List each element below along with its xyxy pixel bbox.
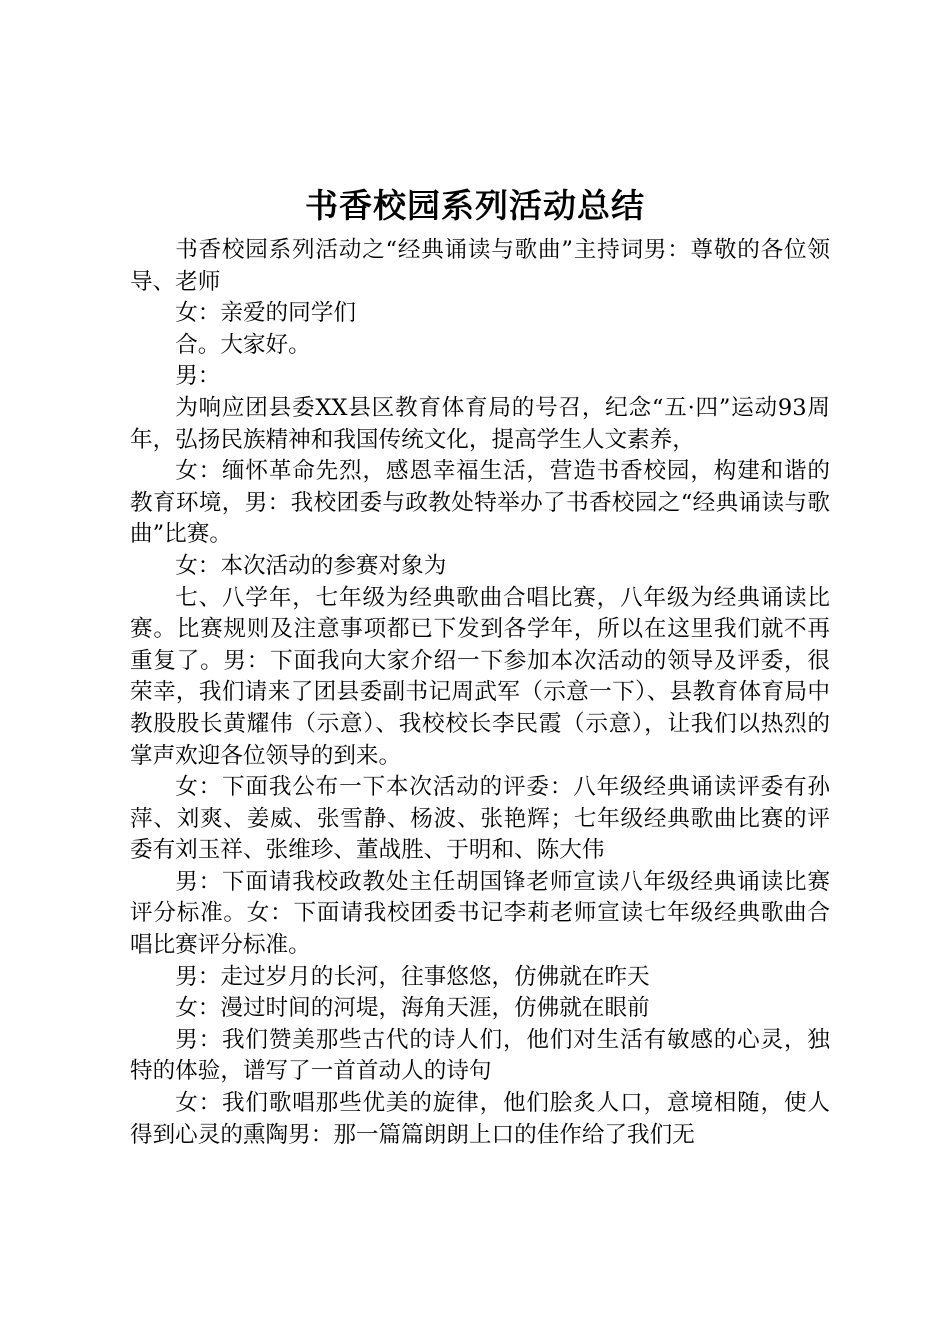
- paragraph: 女：我们歌唱那些优美的旋律，他们脍炙人口，意境相随，使人得到心灵的熏陶男：那一篇篇朗朗上口的佳作给了我们无: [130, 1090, 830, 1148]
- paragraph: 七、八学年，七年级为经典歌曲合唱比赛，八年级为经典诵读比赛。比赛规则及注意事项都已下发到各学年，所以在这里我们就不再重复了。男：下面我向大家介绍一下参加本次活动的领导及评委，很荣幸，我们请来了团县委副书记周武军（示意一下）、县教育体育局中教股股长黄耀伟（示意）、我校校长李民霞（示意），让我们以热烈的掌声欢迎各位领导的到来。: [130, 584, 830, 769]
- paragraph: 女：亲爱的同学们: [175, 300, 356, 327]
- paragraph: 合。大家好。: [175, 331, 311, 358]
- paragraph: 女：本次活动的参赛对象为: [175, 552, 447, 579]
- paragraph: 男：下面请我校政教处主任胡国锋老师宣读八年级经典诵读比赛评分标准。女：下面请我校团委书记李莉老师宣读七年级经典歌曲合唱比赛评分标准。: [130, 868, 830, 959]
- paragraph: 书香校园系列活动之“经典诵读与歌曲”主持词男：尊敬的各位领导、老师: [130, 237, 830, 295]
- paragraph: 女：下面我公布一下本次活动的评委：八年级经典诵读评委有孙萍、刘爽、姜威、张雪静、杨波、张艳辉；七年级经典歌曲比赛的评委有刘玉祥、张维珍、董战胜、于明和、陈大伟: [130, 774, 830, 864]
- paragraph: 男：: [175, 363, 221, 390]
- paragraph: 男：我们赞美那些古代的诗人们，他们对生活有敏感的心灵，独特的体验，谱写了一首首动人的诗句: [130, 1026, 830, 1085]
- paragraph: 为响应团县委XX县区教育体育局的号召，纪念“五·四”运动93周年，弘扬民族精神和我国传统文化，提高学生人文素养，: [130, 394, 830, 453]
- document-title: 书香校园系列活动总结: [305, 186, 645, 225]
- document-body: [130, 235, 830, 1151]
- paragraph: 女：漫过时间的河堤，海角天涯，仿佛就在眼前: [175, 995, 650, 1022]
- paragraph: 女：缅怀革命先烈，感恩幸福生活，营造书香校园，构建和谐的教育环境，男：我校团委与政教处特举办了书香校园之“经典诵读与歌曲”比赛。: [130, 458, 830, 548]
- paragraph: 男：走过岁月的长河，往事悠悠，仿佛就在昨天: [175, 963, 650, 990]
